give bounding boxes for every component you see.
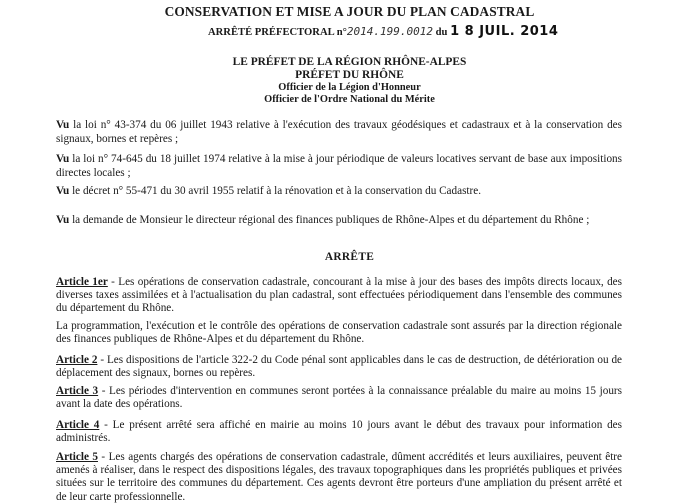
article-label: Article 2 bbox=[56, 354, 98, 366]
arrete-label: ARRÊTÉ PRÉFECTORAL bbox=[208, 27, 335, 38]
article-1: Article 1er - Les opérations de conservation cadastrale, concourant à la mise à jour des bases des impôts directs locaux, des diverses taxes assimilées et à l'actualisation du plan cadastral, sont effectuées périodiquement dans l'ensemble des communes du département du Rhône. bbox=[56, 276, 622, 315]
authority-line-prefet-rhone: PRÉFET DU RHÔNE bbox=[295, 68, 404, 81]
authority-line-ordre-merite: Officier de l'Ordre National du Mérite bbox=[264, 94, 435, 106]
date-prefix: du bbox=[435, 27, 448, 38]
arrete-number-prefix: n° bbox=[336, 27, 347, 38]
arrete-number-handwritten: 2014.199.0012 bbox=[346, 25, 433, 38]
authority-line-prefet-region: LE PRÉFET DE LA RÉGION RHÔNE-ALPES bbox=[232, 56, 467, 68]
article-5: Article 5 - Les agents chargés des opérations de conservation cadastrale, dûment accrédités et leurs auxiliaires, peuvent être amenés à réaliser, dans le respect des dispositions légales, des travaux topographiques dans les propriétés publiques et privées situées sur le territoire des communes du département. Ces agents devront être porteurs d'une ampliation du présent arrêté et de leur carte professionnelle. bbox=[56, 451, 622, 503]
article-2: Article 2 - Les dispositions de l'article 322-2 du Code pénal sont applicables dans le cas de destruction, de détérioration ou de déplacement des signaux, bornes ou repères. bbox=[56, 354, 622, 380]
article-4: Article 4 - Le présent arrêté sera affiché en mairie au moins 10 jours avant le début des travaux pour information des administrés. bbox=[56, 419, 623, 445]
article-label: Article 1er bbox=[56, 276, 108, 288]
article-1-continuation: La programmation, l'exécution et le contrôle des opérations de conservation cadastrale sont assurés par la direction régionale des finances publiques de Rhône-Alpes et du département du Rhône. bbox=[56, 320, 622, 346]
date-stamp: 1 8 JUIL. 2014 bbox=[450, 24, 559, 39]
visa-paragraph: Vu la loi n° 43-374 du 06 juillet 1943 relative à l'exécution des travaux géodésiques et cadastraux et à la conservation des signaux, bornes et repères ; bbox=[56, 119, 622, 145]
article-label: Article 5 bbox=[56, 451, 98, 463]
authority-line-legion-honneur: Officier de la Légion d'Honneur bbox=[278, 81, 421, 93]
issuing-authority bbox=[0, 56, 699, 107]
article-3: Article 3 - Les périodes d'intervention en communes seront portées à la connaissance préalable du maire au moins 15 jours avant la date des opérations. bbox=[56, 385, 622, 411]
article-label: Article 3 bbox=[56, 385, 99, 397]
decision-heading: ARRÊTE bbox=[324, 251, 375, 263]
article-label: Article 4 bbox=[56, 419, 100, 431]
visa-paragraph: Vu la demande de Monsieur le directeur régional des finances publiques de Rhône-Alpes et du département du Rhône ; bbox=[56, 214, 590, 226]
visa-paragraph: Vu la loi n° 74-645 du 18 juillet 1974 relative à la mise à jour périodique de valeurs locatives servant de base aux impositions directes locales ; bbox=[56, 153, 622, 179]
visa-paragraph: Vu le décret n° 55-471 du 30 avril 1955 relatif à la rénovation et à la conservation du Cadastre. bbox=[56, 185, 482, 197]
document-title: CONSERVATION ET MISE A JOUR DU PLAN CADASTRAL bbox=[164, 4, 535, 19]
arrete-reference bbox=[208, 24, 559, 39]
